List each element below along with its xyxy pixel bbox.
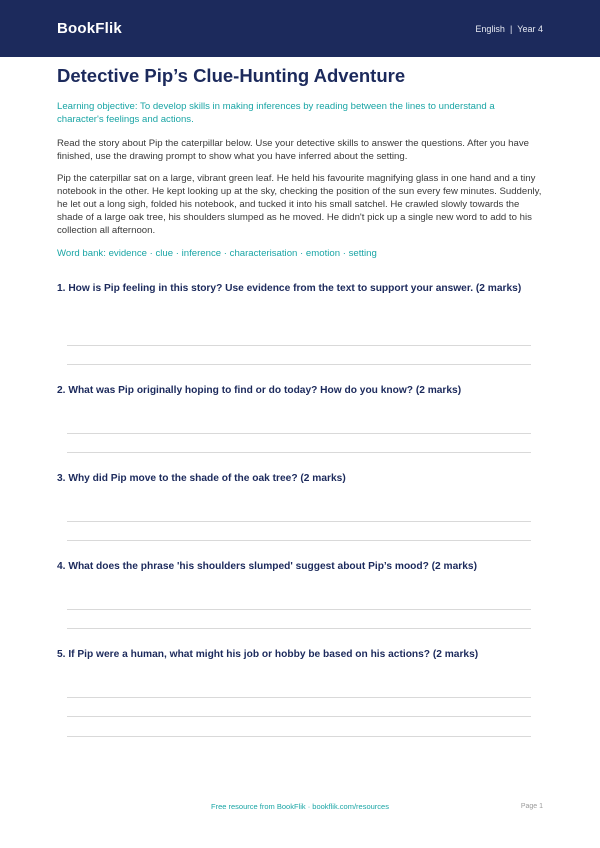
story-text: Pip the caterpillar sat on a large, vibrant green leaf. He held his favourite magnifying glass in one hand and a tiny notebook in the other. He kept looking up at the sky, checking the position of the sun every few minutes. Suddenly, he let out a long sigh, folded his notebook, and tucked it into his small satchel. He crawled slowly towards the shade of a large oak tree, his shoulders slumped as he moved. He didn't pick up a single new word to add to his collection all afternoon. [57, 173, 542, 236]
footer-credit: Free resource from BookFlik · bookflik.com/resources [211, 802, 389, 811]
page-number: Page 1 [520, 803, 543, 810]
word-bank-term: evidence [108, 248, 147, 259]
word-bank-term: · emotion [297, 248, 340, 259]
answer-line-q3-2[interactable] [67, 540, 531, 541]
answer-line-q5-3[interactable] [67, 736, 531, 737]
page-header [0, 0, 600, 57]
answer-line-q2-1[interactable] [67, 433, 531, 434]
learning-objective: Learning objective: To develop skills in making inferences by reading between the lines to understand a character's feelings and actions. [57, 101, 495, 125]
answer-line-q3-1[interactable] [67, 521, 531, 522]
word-bank-term: · setting [340, 248, 377, 259]
worksheet-body [57, 65, 543, 260]
instructions-text: Read the story about Pip the caterpillar below. Use your detective skills to answer the questions. After you have finished, use the drawing prompt to show what you have inferred about the setting. [57, 138, 529, 162]
brand-logo: BookFlik [57, 20, 122, 37]
word-bank-term: · characterisation [221, 248, 297, 259]
question-5: 5. If Pip were a human, what might his job or hobby be based on his actions? (2 marks) [57, 649, 479, 660]
word-bank [57, 247, 543, 260]
word-bank-term: · clue [147, 248, 173, 259]
page-title: Detective Pip’s Clue-Hunting Adventure [57, 65, 406, 86]
question-2: 2. What was Pip originally hoping to find or do today? How do you know? (2 marks) [57, 385, 462, 396]
answer-line-q5-1[interactable] [67, 697, 531, 698]
answer-line-q5-2[interactable] [67, 716, 531, 717]
header-separator: | [509, 23, 513, 34]
question-1: 1. How is Pip feeling in this story? Use evidence from the text to support your answer. (2 marks) [57, 283, 522, 294]
answer-line-q4-2[interactable] [67, 628, 531, 629]
question-4: 4. What does the phrase 'his shoulders slumped' suggest about Pip’s mood? (2 marks) [57, 561, 477, 572]
question-3: 3. Why did Pip move to the shade of the oak tree? (2 marks) [57, 473, 346, 484]
subject-label: English [475, 23, 505, 34]
subject-year-label [475, 24, 543, 34]
word-bank-term: · inference [173, 248, 221, 259]
answer-line-q1-2[interactable] [67, 364, 531, 365]
answer-line-q4-1[interactable] [67, 609, 531, 610]
answer-line-q2-2[interactable] [67, 452, 531, 453]
year-label: Year 4 [517, 23, 543, 34]
answer-line-q1-1[interactable] [67, 345, 531, 346]
word-bank-label: Word bank: [57, 248, 109, 259]
